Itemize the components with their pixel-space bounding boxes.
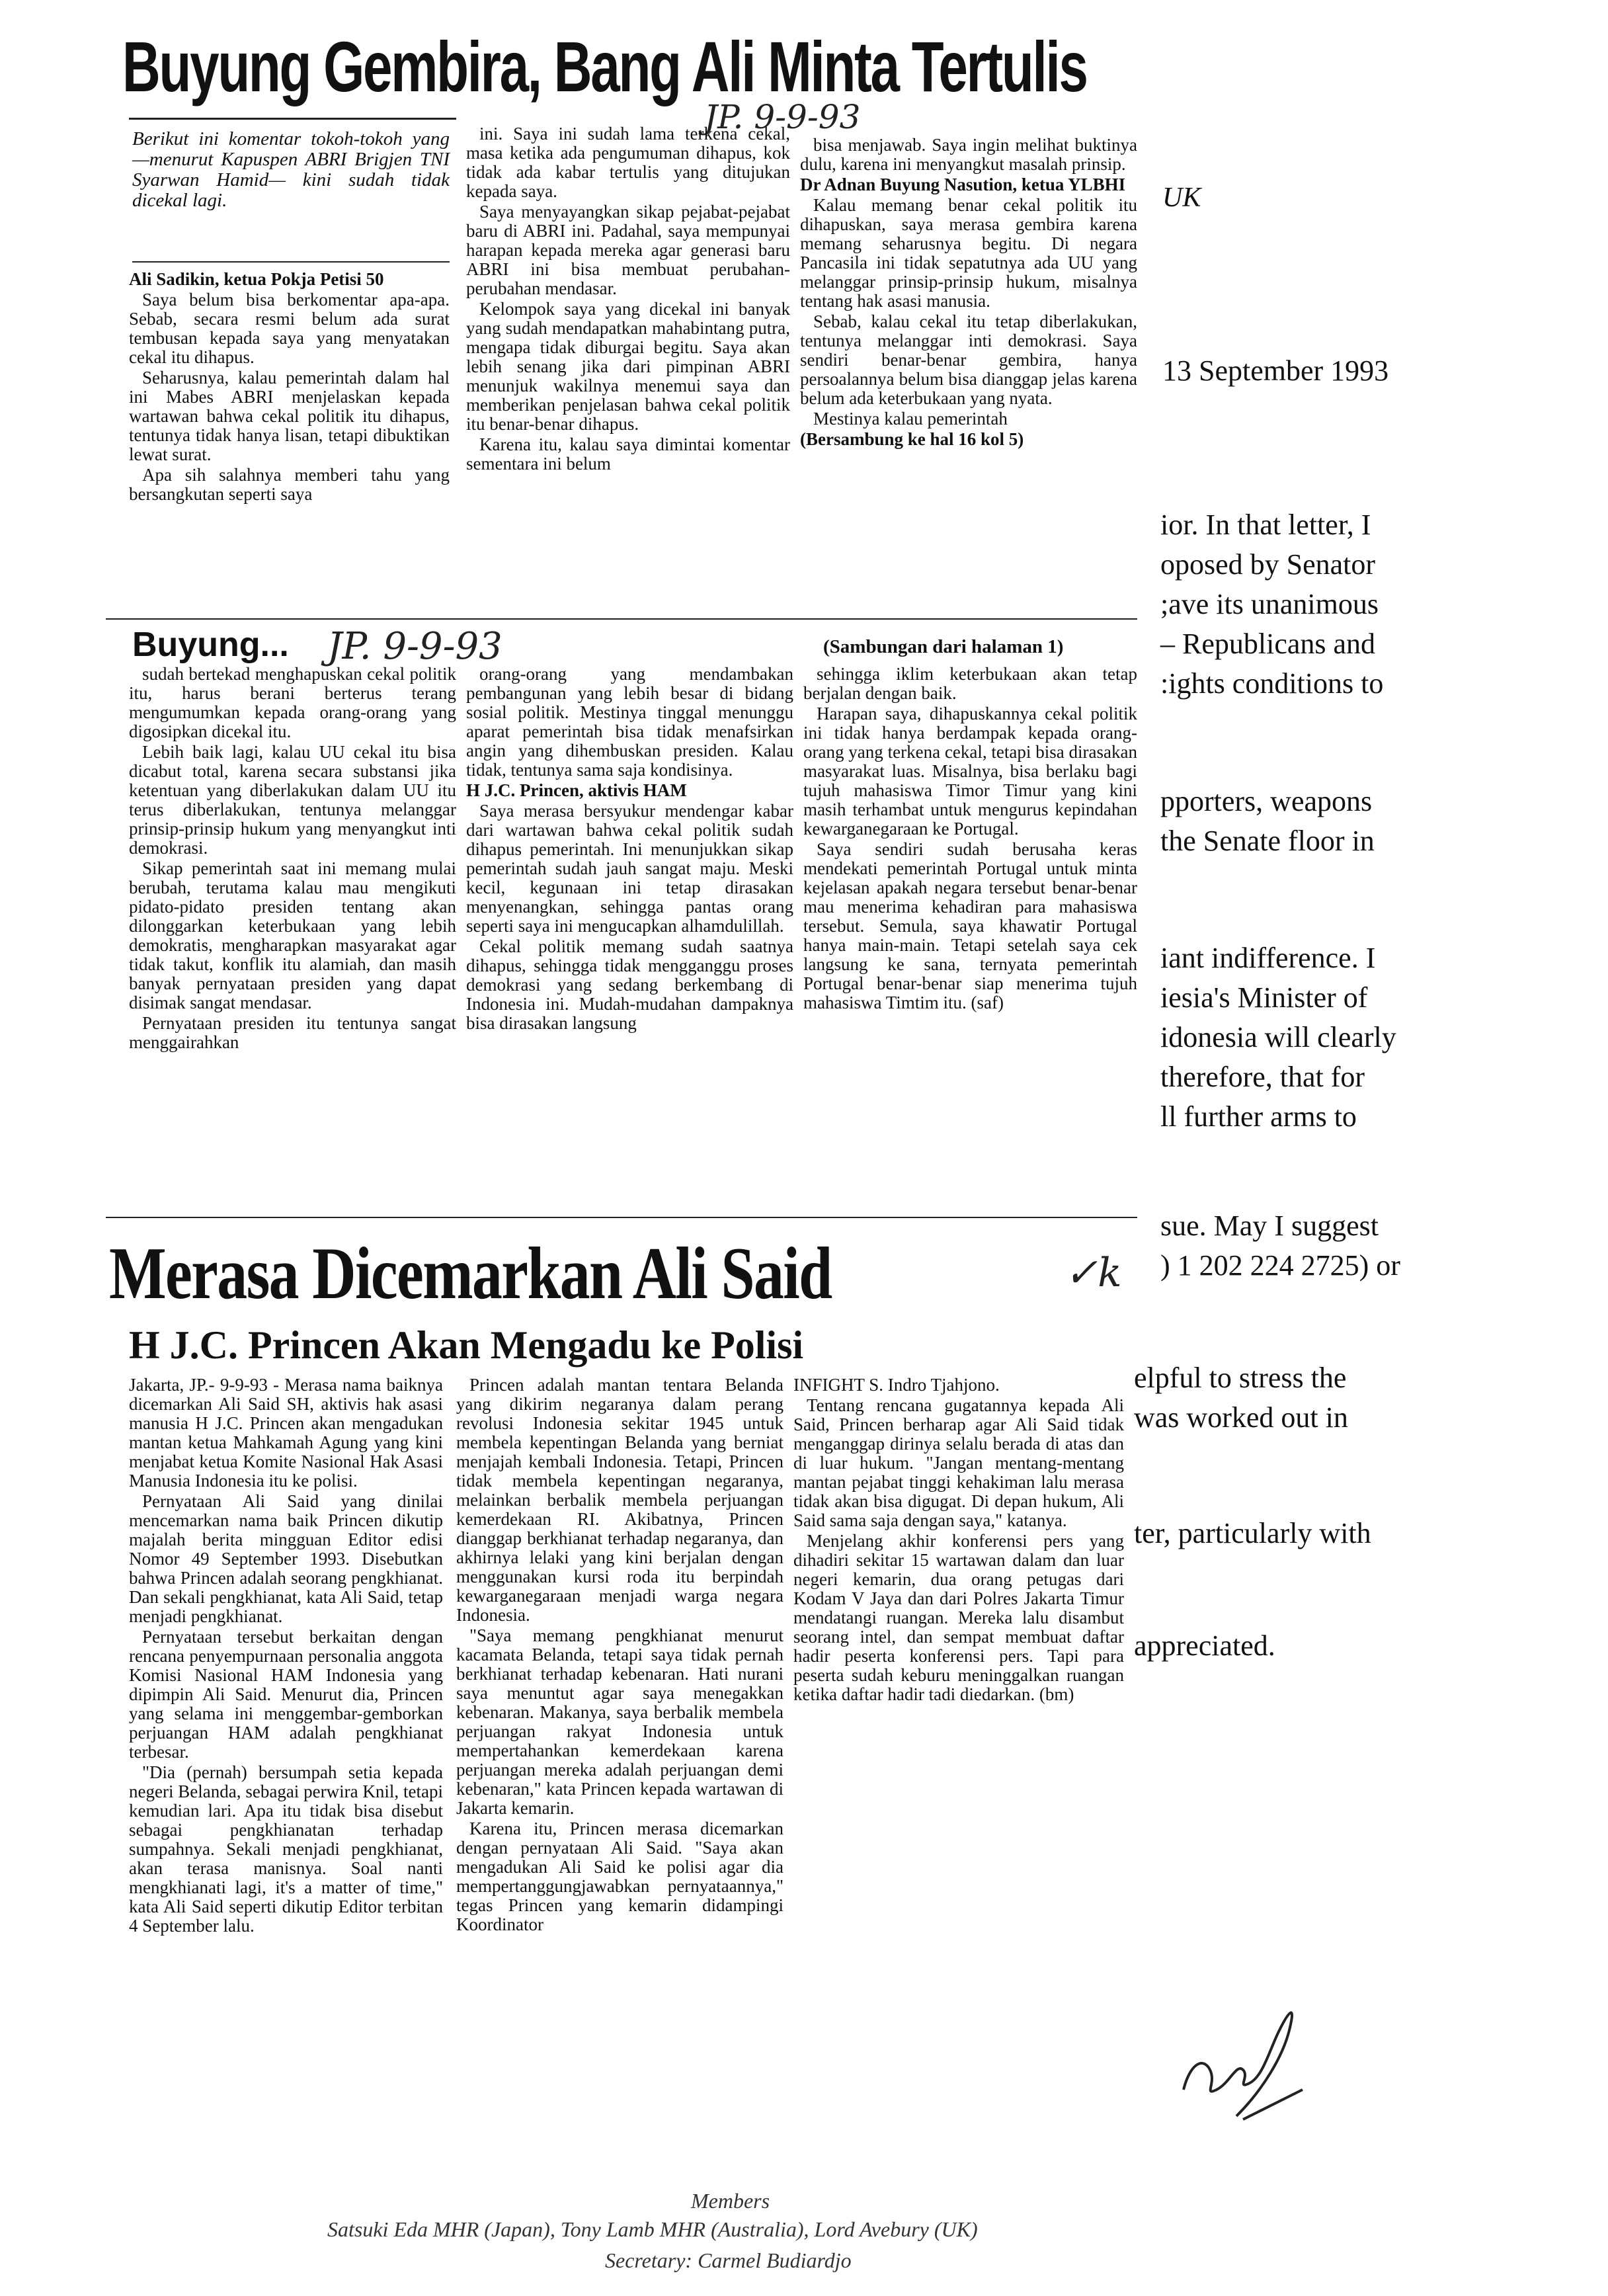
footer-secretary: Secretary: Carmel Budiardjo [605, 2248, 852, 2272]
letter-line: appreciated. [1134, 1629, 1275, 1662]
article1-intro-rule [132, 261, 450, 263]
footer-members-label: Members [691, 2189, 770, 2213]
article2-column-1 [129, 665, 456, 1053]
letter-line: ) 1 202 224 2725) or [1160, 1249, 1400, 1282]
article2-column-2 [466, 665, 793, 1034]
byline: Dr Adnan Buyung Nasution, ketua YLBHI [800, 175, 1126, 194]
article2-headline: Buyung... [132, 626, 289, 664]
article1-rule [129, 118, 456, 120]
paragraph: sehingga iklim keterbukaan akan tetap berjalan dengan baik. [803, 664, 1137, 703]
paragraph: ini. Saya ini sudah lama terkena cekal, masa ketika ada pengumuman dihapus, kok tidak ada kabar tertulis yang ditujukan kepada saya. [466, 124, 790, 201]
article1-column-1 [129, 270, 450, 505]
letter-line: therefore, that for [1160, 1061, 1365, 1093]
paragraph: Tentang rencana gugatannya kepada Ali Said, Princen berharap agar Ali Said tidak menganggap dirinya selalu berada di atas dan di luar hukum. "Jangan mentang-mentang mantan pejabat tinggi kehakiman lalu merasa tidak akan bisa digugat. Di depan hukum, Ali Said sama saja dengan saya," katanya. [793, 1395, 1124, 1530]
letter-line: :ights conditions to [1160, 667, 1384, 700]
paragraph: sudah bertekad menghapuskan cekal politik itu, harus berani berterus terang mengumumkan kepada orang-orang yang digosipkan dicekal itu. [129, 664, 456, 741]
letter-line: oposed by Senator [1160, 548, 1376, 581]
article3-handwritten-mark: ✓k [1065, 1250, 1122, 1296]
paragraph: Seharusnya, kalau pemerintah dalam hal ini Mabes ABRI menjelaskan kepada wartawan bahwa cekal politik itu dihapus, tentunya tidak hanya lisan, tetapi dibuktikan lewat surat. [129, 368, 450, 464]
article3-top-rule [106, 1217, 1137, 1218]
paragraph: Menjelang akhir konferensi pers yang dihadiri sekitar 15 wartawan dalam dan luar negeri kemarin, dua orang petugas dari Kodam V Jaya dan dari Polres Jakarta Timur mendatangi ruangan. Mereka lalu disambut seorang intel, dan sempat membuat daftar hadir peserta konferensi pers. Tapi para peserta sudah keburu meninggalkan ruangan ketika daftar hadir tadi diedarkan. (bm) [793, 1531, 1124, 1704]
letter-line: pporters, weapons [1160, 785, 1373, 817]
paragraph: bisa menjawab. Saya ingin melihat buktinya dulu, karena ini menyangkut masalah prinsip. [800, 135, 1137, 174]
paragraph: INFIGHT S. Indro Tjahjono. [793, 1375, 1000, 1395]
footer-members: Satsuki Eda MHR (Japan), Tony Lamb MHR (Australia), Lord Avebury (UK) [327, 2217, 978, 2241]
letter-line: – Republicans and [1160, 628, 1376, 660]
paragraph: Pernyataan presiden itu tentunya sangat menggairahkan [129, 1013, 456, 1052]
article2-continuation: (Sambungan dari halaman 1) [823, 636, 1064, 657]
letter-line: ior. In that letter, I [1160, 509, 1371, 541]
article2-handwritten-date: JP. 9-9-93 [327, 625, 502, 668]
paragraph: orang-orang yang mendambakan pembangunan yang lebih besar di bidang sosial politik. Mestinya tinggal menunggu aparat pemerintah bisa tidak menafsirkan angin yang dihembuskan presiden. Kalau tidak, tentunya sama saja kondisinya. [466, 664, 793, 780]
paragraph: Mestinya kalau pemerintah [813, 409, 1008, 429]
paragraph: Sikap pemerintah saat ini memang mulai berubah, terutama kalau mau mengikuti pidato-pidato presiden tentang akan dilonggarkan keterbukaan yang lebih demokratis, mengharapkan masyarakat agar tidak takut, konflik itu alamiah, dan masih banyak pernyataan presiden yang dapat disimak sangat mendasar. [129, 858, 456, 1012]
byline: H J.C. Princen, aktivis HAM [466, 780, 687, 800]
paragraph: Kelompok saya yang dicekal ini banyak yang sudah mendapatkan mahabintang putra, mengapa tidak diburgai begitu. Saya akan lebih senang jika dari pimpinan ABRI menunjuk wakilnya menemui saya dan memberikan penjelasan bahwa cekal politik itu benar-benar dihapus. [466, 299, 790, 434]
letter-line: iant indifference. I [1160, 942, 1376, 974]
paragraph: "Dia (pernah) bersumpah setia kepada negeri Belanda, sebagai perwira Knil, tetapi kemudian lari. Apa itu tidak bisa disebut sebagai pengkhianatan terhadap sumpahnya. Sekali menjadi pengkhianat, akan terasa manisnya. Soal nanti mengkhianati lagi, it's a matter of time," kata Ali Said seperti dikutip Editor terbitan 4 September lalu. [129, 1762, 443, 1936]
article3-column-2 [456, 1375, 784, 1936]
paragraph: Jakarta, JP.- 9-9-93 - Merasa nama baiknya dicemarkan Ali Said SH, aktivis hak asasi manusia H J.C. Princen akan mengadukan mantan ketua Mahkamah Agung yang kini menjabat ketua Komite Nasional Hak Asasi Manusia Indonesia itu ke polisi. [129, 1375, 443, 1491]
paragraph: Karena itu, kalau saya dimintai komentar sementara ini belum [466, 434, 790, 473]
letter-uk-label: UK [1162, 183, 1201, 213]
letter-line: sue. May I suggest [1160, 1210, 1379, 1242]
article1-headline: Buyung Gembira, Bang Ali Minta Tertulis [122, 26, 1087, 106]
byline: (Bersambung ke hal 16 kol 5) [800, 429, 1024, 449]
signature [1164, 1990, 1322, 2123]
paragraph: Saya menyayangkan sikap pejabat-pejabat baru di ABRI ini. Padahal, saya mempunyai harapan kepada mereka agar generasi baru ABRI ini bisa membuat perubahan-perubahan mendasar. [466, 202, 790, 298]
paragraph: Karena itu, Princen merasa dicemarkan dengan pernyataan Ali Said. "Saya akan mengadukan Ali Said ke polisi agar dia mempertanggungjawabkan pernyataannya," tegas Princen yang kemarin didampingi Koordinator [456, 1819, 784, 1934]
paragraph: Saya belum bisa berkomentar apa-apa. Sebab, secara resmi belum ada surat tembusan kepada saya yang menyatakan cekal itu dihapus. [129, 290, 450, 367]
paragraph: Sebab, kalau cekal itu tetap diberlakukan, tentunya melanggar inti demokrasi. Saya sendiri benar-benar gembira, hanya persoalannya belum bisa dianggap jelas karena belum ada keterbukaan yang nyata. [800, 311, 1137, 408]
letter-date: 13 September 1993 [1162, 354, 1389, 387]
letter-line: ;ave its unanimous [1160, 588, 1379, 620]
article1-column-3 [800, 136, 1137, 450]
letter-line: iesia's Minister of [1160, 981, 1368, 1014]
paragraph: Apa sih salahnya memberi tahu yang bersangkutan seperti saya [129, 465, 450, 504]
letter-line: the Senate floor in [1160, 825, 1375, 857]
article1-intro: Berikut ini komentar tokoh-tokoh yang —menurut Kapuspen ABRI Brigjen TNI Syarwan Hamid— kini sudah tidak dicekal lagi. [132, 128, 450, 211]
paragraph: Harapan saya, dihapuskannya cekal politik ini tidak hanya berdampak kepada orang-orang yang terkena cekal, tetapi bisa dirasakan masyarakat luas. Misalnya, bisa berlaku bagi tujuh mahasiswa Timor Timur yang kini masih terhambat untuk mengurus kepindahan kewarganegaraan ke Portugal. [803, 704, 1137, 839]
article1-column-2 [466, 124, 790, 475]
paragraph: Pernyataan tersebut berkaitan dengan rencana penyempurnaan personalia anggota Komisi Nasional HAM Indonesia yang dipimpin Ali Said. Menurut dia, Princen yang selama ini menggembar-gemborkan perjuangan HAM adalah pengkhianat terbesar. [129, 1627, 443, 1762]
letter-line: elpful to stress the [1134, 1362, 1347, 1394]
letter-line: was worked out in [1134, 1401, 1348, 1434]
paragraph: Cekal politik memang sudah saatnya dihapus, sehingga tidak mengganggu proses demokrasi yang sedang berkembang di Indonesia ini. Mudah-mudahan dampaknya bisa dirasakan langsung [466, 936, 793, 1033]
paragraph: Saya merasa bersyukur mendengar kabar dari wartawan bahwa cekal politik sudah dihapus pemerintah. Ini menunjukkan sikap pemerintah sudah jauh sangat maju. Meski kecil, kegunaan ini tetap dirasakan menyenangkan, sehingga pantas orang seperti saya ini mengucapkan alhamdulillah. [466, 801, 793, 936]
paragraph: Pernyataan Ali Said yang dinilai mencemarkan nama baik Princen dikutip majalah berita mingguan Editor edisi Nomor 49 September 1993. Disebutkan bahwa Princen adalah seorang pengkhianat. Dan sekali pengkhianat, kata Ali Said, tetap menjadi pengkhianat. [129, 1491, 443, 1626]
paragraph: Kalau memang benar cekal politik itu dihapuskan, saya merasa gembira karena memang seharusnya begitu. Di negara Pancasila ini tidak sepatutnya ada UU yang melanggar prinsip-prinsip hukum, misalnya tentang hak asasi manusia. [800, 195, 1137, 311]
article3-headline: Merasa Dicemarkan Ali Said [109, 1233, 832, 1315]
paragraph: Princen adalah mantan tentara Belanda yang dikirim negaranya dalam perang revolusi Indonesia sekitar 1945 untuk membela kepentingan Belanda yang berniat menjajah kembali Indonesia. Tetapi, Princen tidak membela kepentingan negaranya, melainkan berbalik membela perjuangan kemerdekaan RI. Akibatnya, Princen dianggap berkhianat terhadap negaranya, dan akhirnya lelaki yang kini berjalan dengan menggunakan kursi roda itu berpindah kewarganegaraan menjadi warga negara Indonesia. [456, 1375, 784, 1625]
byline: Ali Sadikin, ketua Pokja Petisi 50 [129, 269, 384, 289]
letter-line: ll further arms to [1160, 1100, 1357, 1133]
letter-line: idonesia will clearly [1160, 1021, 1396, 1053]
paragraph: "Saya memang pengkhianat menurut kacamata Belanda, tetapi saya tidak pernah berkhianat terhadap kebenaran. Hati nurani saya menuntut agar saya menegakkan kebenaran. Makanya, saya berbalik membela perjuangan rakyat Indonesia untuk mempertahankan kemerdekaan karena perjuangan mereka adalah perjuangan demi kebenaran," kata Princen kepada wartawan di Jakarta kemarin. [456, 1625, 784, 1818]
paragraph: Lebih baik lagi, kalau UU cekal itu bisa dicabut total, karena secara substansi jika ketentuan yang diberlakukan dalam UU itu terus diberlakukan, tentunya melanggar prinsip-prinsip hukum yang menyangkut inti demokrasi. [129, 742, 456, 858]
letter-line: ter, particularly with [1134, 1517, 1371, 1549]
article2-top-rule [106, 618, 1137, 620]
paragraph: Saya sendiri sudah berusaha keras mendekati pemerintah Portugal untuk minta kejelasan apakah negara tersebut benar-benar mau menerima kehadiran para mahasiswa tersebut. Semula, saya khawatir Portugal hanya main-main. Tetapi setelah saya cek langsung ke sana, ternyata pemerintah Portugal benar-benar siap menerima tujuh mahasiswa Timtim itu. (saf) [803, 839, 1137, 1012]
article1-handwritten-date: JP. 9-9-93 [704, 98, 861, 136]
article3-subheadline: H J.C. Princen Akan Mengadu ke Polisi [129, 1323, 804, 1367]
article2-column-3 [803, 665, 1137, 1014]
article3-column-3 [793, 1375, 1124, 1705]
article3-column-1 [129, 1375, 443, 1937]
